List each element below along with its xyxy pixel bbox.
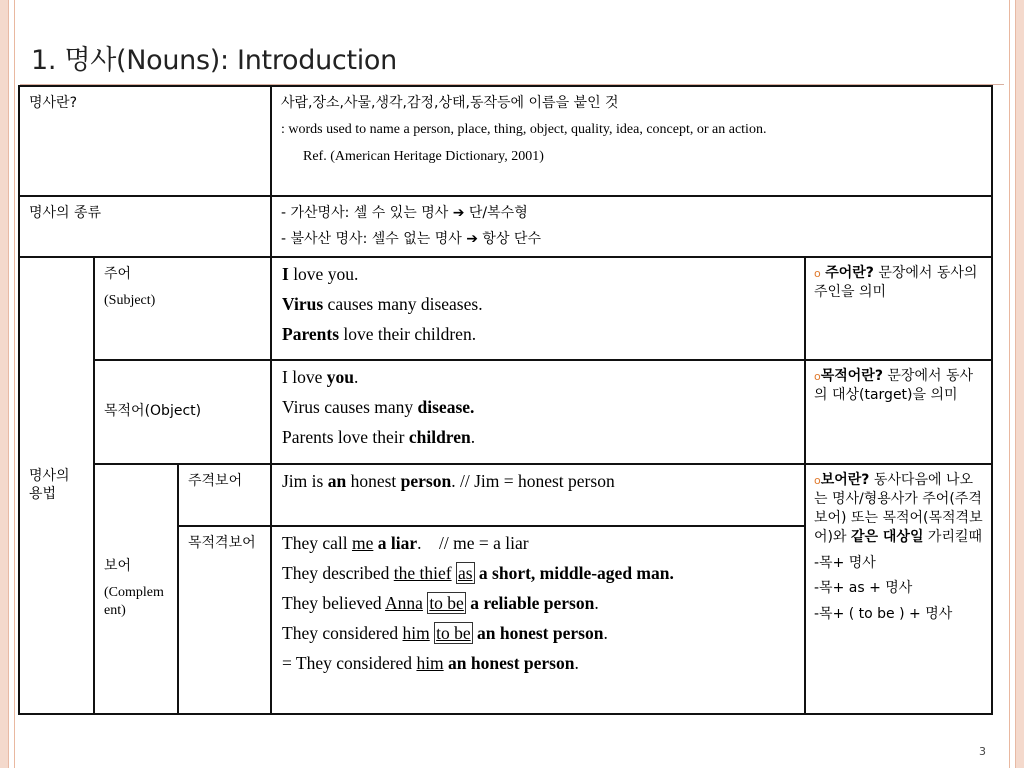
object-examples [271, 360, 805, 464]
object-complement-examples [271, 526, 805, 714]
countable-text: - 가산명사: 셀 수 있는 명사 [281, 205, 453, 221]
complement-label [94, 464, 178, 714]
uncountable-text: - 불사산 명사: 셀수 없는 명사 [281, 230, 467, 247]
complement-label-ko: 보어 [104, 557, 132, 574]
usage-label: 명사의 용법 [19, 257, 94, 714]
complement-label-en: (Complement) [104, 584, 164, 619]
arrow-right-icon: ➔ [466, 230, 478, 247]
definition-ref: Ref. (American Heritage Dictionary, 2001) [303, 148, 544, 164]
subject-complement-row [19, 464, 992, 526]
object-complement-example-2: They described the thief as a short, middle-aged man. [282, 562, 674, 583]
object-complement-example-1: They call me a liar. // me = a liar [282, 533, 529, 554]
complement-rule-1: -목+ 명사 [814, 554, 876, 571]
subject-example-1: I love you. [282, 263, 359, 284]
object-example-2: Virus causes many disease. [282, 397, 475, 418]
kinds-uncountable [281, 230, 982, 249]
object-example-1: I love you. [282, 367, 359, 388]
definition-label: 명사란? [19, 86, 271, 196]
definition-content [271, 86, 992, 196]
object-note: o목적어란? 문장에서 동사의 대상(target)을 의미 [805, 360, 992, 464]
subject-complement-label: 주격보어 [178, 464, 271, 526]
object-complement-label: 목적격보어 [178, 526, 271, 714]
object-label [94, 360, 271, 464]
countable-result: 단/복수형 [464, 205, 528, 221]
slide-title: 1. 명사(Nouns): Introduction [31, 45, 397, 76]
complement-rule-3: -목+ ( to be ) + 명사 [814, 606, 953, 623]
kinds-content [271, 196, 992, 257]
object-label-text: 목적어(Object) [104, 403, 202, 420]
definition-korean: 사람,장소,사물,생각,감정,상태,동작등에 이름을 붙인 것 [281, 95, 619, 111]
kinds-row [19, 196, 992, 257]
uncountable-result: 항상 단수 [477, 230, 541, 247]
subject-row [19, 257, 992, 361]
right-rule-line [1009, 0, 1010, 768]
object-example-3: Parents love their children. [282, 427, 476, 448]
left-decorative-border [0, 0, 9, 768]
definition-row [19, 86, 992, 196]
definition-english: : words used to name a person, place, thing, object, quality, idea, concept, or an action. [281, 121, 767, 137]
subject-label-en: (Subject) [104, 292, 156, 308]
object-row [19, 360, 992, 464]
object-complement-example-3: They believed Anna to be a reliable person. [282, 592, 599, 613]
subject-complement-example [271, 464, 805, 526]
subject-examples [271, 257, 805, 361]
subject-note: o 주어란? 문장에서 동사의 주인을 의미 [805, 257, 992, 361]
kinds-countable [281, 204, 982, 223]
subject-complement-sentence: Jim is an honest person. // Jim = honest person [282, 471, 615, 492]
right-decorative-border [1015, 0, 1024, 768]
subject-label-ko: 주어 [104, 265, 132, 282]
complement-rule-2: -목+ as + 명사 [814, 580, 913, 597]
kinds-label: 명사의 종류 [19, 196, 271, 257]
bullet-icon: o [814, 474, 821, 488]
subject-example-3: Parents love their children. [282, 323, 477, 344]
left-rule-line [14, 0, 15, 768]
complement-note-text: o보어란? 동사다음에 나오는 명사/형용사가 주어(주격보어) 또는 목적어(목적격보어)와 같은 대상일 가리킬때 [814, 472, 983, 545]
page-number: 3 [979, 745, 986, 758]
bullet-icon: o [814, 266, 821, 280]
object-complement-example-4: They considered him to be an honest person. [282, 622, 608, 643]
subject-example-2: Virus causes many diseases. [282, 293, 483, 314]
nouns-table [18, 85, 993, 715]
subject-label [94, 257, 271, 361]
bullet-icon: o [814, 370, 821, 384]
object-complement-example-5: = They considered him an honest person. [282, 652, 579, 673]
arrow-right-icon: ➔ [452, 205, 465, 221]
complement-note [805, 464, 992, 714]
